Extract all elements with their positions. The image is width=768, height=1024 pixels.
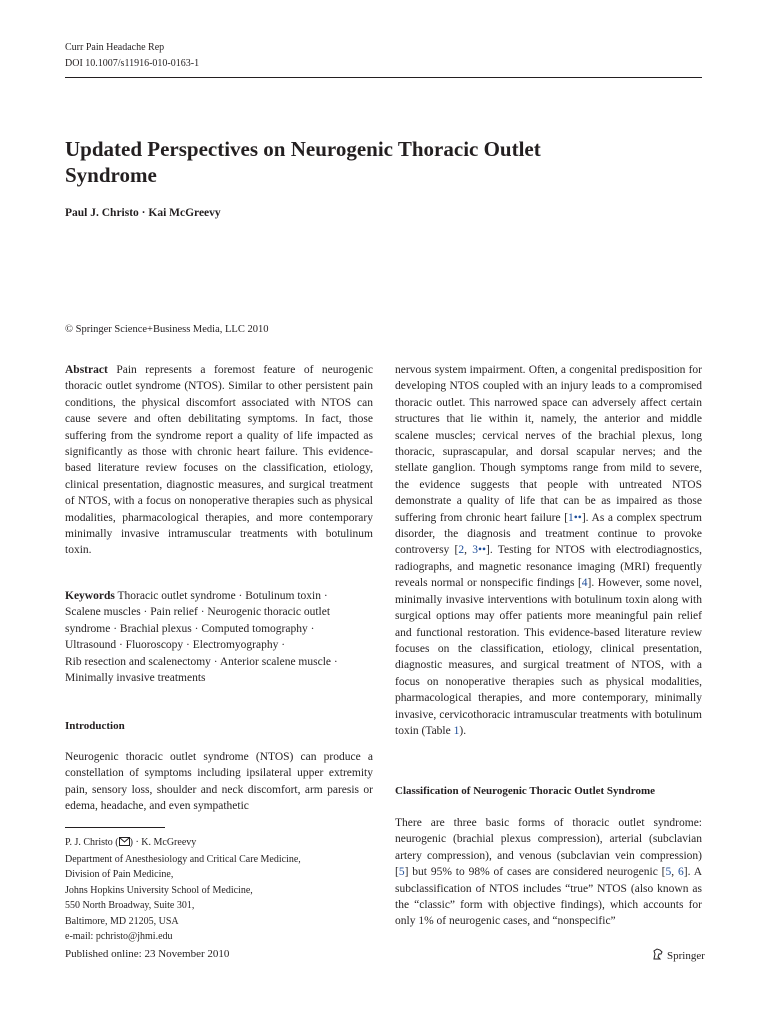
citation-link[interactable]: 1••: [568, 511, 582, 524]
publisher-logo: [652, 948, 705, 963]
co-author: ) · K. McGreevy: [129, 837, 197, 848]
keywords-label: Keywords: [65, 590, 115, 602]
journal-name: Curr Pain Headache Rep: [65, 42, 165, 53]
affiliation-line: Division of Pain Medicine,: [65, 869, 174, 880]
introduction-paragraph: Neurogenic thoracic outlet syndrome (NTOS) can produce a constellation of symptoms including ipsilateral upper extremity pain, sensory loss, shoulder and neck discomfort, arm paresis or edema, headache, and even sympathetic: [65, 751, 373, 813]
keywords: [65, 588, 373, 686]
springer-horse-icon: [652, 948, 664, 963]
keywords-line: Rib resection and scalenectomy · Anterior scalene muscle ·: [65, 655, 338, 668]
keywords-line: Ultrasound · Fluoroscopy · Electromyography ·: [65, 639, 286, 652]
citation-link[interactable]: 2: [458, 544, 465, 557]
introduction-heading: Introduction: [65, 720, 125, 732]
citation-link[interactable]: 4: [581, 577, 588, 590]
citation-link[interactable]: 5: [398, 866, 405, 879]
body-paragraph: There are three basic forms of thoracic outlet syndrome: neurogenic (brachial plexus compression), arterial (subclavian artery compression), and venous (subclavian vein compression) [5] but 95% to 98% of cases are considered neurogenic [5, 6]. A subclassification of NTOS includes “true” NTOS (also known as the “classic” form with objective findings), which accounts for only 1% of neurogenic cases, and “nonspecific”: [395, 817, 703, 928]
authors: Paul J. Christo · Kai McGreevy: [65, 207, 221, 219]
journal-header: [65, 40, 199, 72]
keywords-line: syndrome · Brachial plexus · Computed tomography ·: [65, 622, 315, 635]
abstract-text: Pain represents a foremost feature of neurogenic thoracic outlet syndrome (NTOS). Similar to other persistent pain conditions, the physical discomfort associated with NTOS can cause severe and often debilitating symptoms. In fact, those suffering from the syndrome report a quality of life impacted as significantly as those with chronic heart failure. This evidence-based literature review focuses on the classification, etiology, clinical presentation, diagnostic measures, and surgical treatment of NTOS, with a focus on nonoperative therapies such as physical modalities, pharmacological therapies, and more contemporary minimally invasive intramuscular treatments with botulinum toxin.: [65, 364, 373, 557]
footnote-rule: [65, 827, 165, 828]
published-date: Published online: 23 November 2010: [65, 948, 230, 960]
email[interactable]: e-mail: pchristo@jhmi.edu: [65, 931, 173, 942]
envelope-icon: [119, 836, 130, 852]
affiliation-line: 550 North Broadway, Suite 301,: [65, 900, 195, 911]
title-line-1: Updated Perspectives on Neurogenic Thoracic Outlet: [65, 137, 541, 161]
keywords-line: Thoracic outlet syndrome · Botulinum toxin ·: [117, 590, 328, 602]
article-title: [65, 136, 665, 188]
doi: DOI 10.1007/s11916-010-0163-1: [65, 58, 200, 69]
citation-link[interactable]: 5: [665, 866, 672, 879]
classification-heading: Classification of Neurogenic Thoracic Outlet Syndrome: [395, 785, 656, 797]
title-line-2: Syndrome: [65, 163, 157, 187]
right-column-body: [395, 362, 702, 739]
citation-link[interactable]: 6: [678, 866, 684, 879]
corresponding-author: P. J. Christo (: [65, 837, 119, 848]
keywords-line: Minimally invasive treatments: [65, 672, 206, 685]
table-link[interactable]: 1: [453, 724, 460, 737]
keywords-line: Scalene muscles · Pain relief · Neurogenic thoracic outlet: [65, 606, 331, 619]
affiliation-line: Baltimore, MD 21205, USA: [65, 915, 179, 927]
introduction-text: [65, 749, 373, 815]
abstract-label: Abstract: [65, 364, 108, 376]
copyright: © Springer Science+Business Media, LLC 2010: [65, 324, 269, 335]
citation-link[interactable]: 3••: [472, 544, 487, 557]
abstract: [65, 362, 373, 559]
header-rule: [65, 77, 702, 78]
publisher-name: Springer: [667, 949, 705, 962]
affiliation-line: Department of Anesthesiology and Critical Care Medicine,: [65, 853, 301, 865]
body-paragraph: nervous system impairment. Often, a congenital predisposition for developing NTOS coupled with an injury leads to a compromised thoracic outlet. This narrowed space can adversely affect certain structures that lie within it, namely, the anterior and middle scalene muscles; cervical nerves of the brachial plexus, long thoracic, suprascapular, and dorsal scapular nerves; and the stellate ganglion. Though symptoms range from mild to severe, the evidence suggests that people with untreated NTOS demonstrate a quality of life that can be as impaired as those suffering from chronic heart failure [1••]. As a complex spectrum disorder, the diagnosis and treatment continue to provoke controversy [2, 3••]. Testing for NTOS with electrodiagnostics, radiographs, and magnetic resonance imaging (MRI) frequently reveals normal or nonspecific findings [4]. However, some novel, minimally invasive interventions with botulinum toxin along with surgical options may offer patients more meaningful pain relief and functional restoration. This evidence-based literature review focuses on the classification, etiology, clinical presentation, diagnostic measures, and surgical treatment of NTOS, with a focus on nonoperative therapies such as physical modalities, pharmacological therapies, and more contemporary, minimally invasive, cervicothoracic intramuscular treatments with botulinum toxin (Table 1).: [395, 364, 703, 737]
author-affiliation: [65, 835, 375, 945]
affiliation-line: Johns Hopkins University School of Medicine,: [65, 884, 253, 896]
classification-text: [395, 815, 702, 930]
